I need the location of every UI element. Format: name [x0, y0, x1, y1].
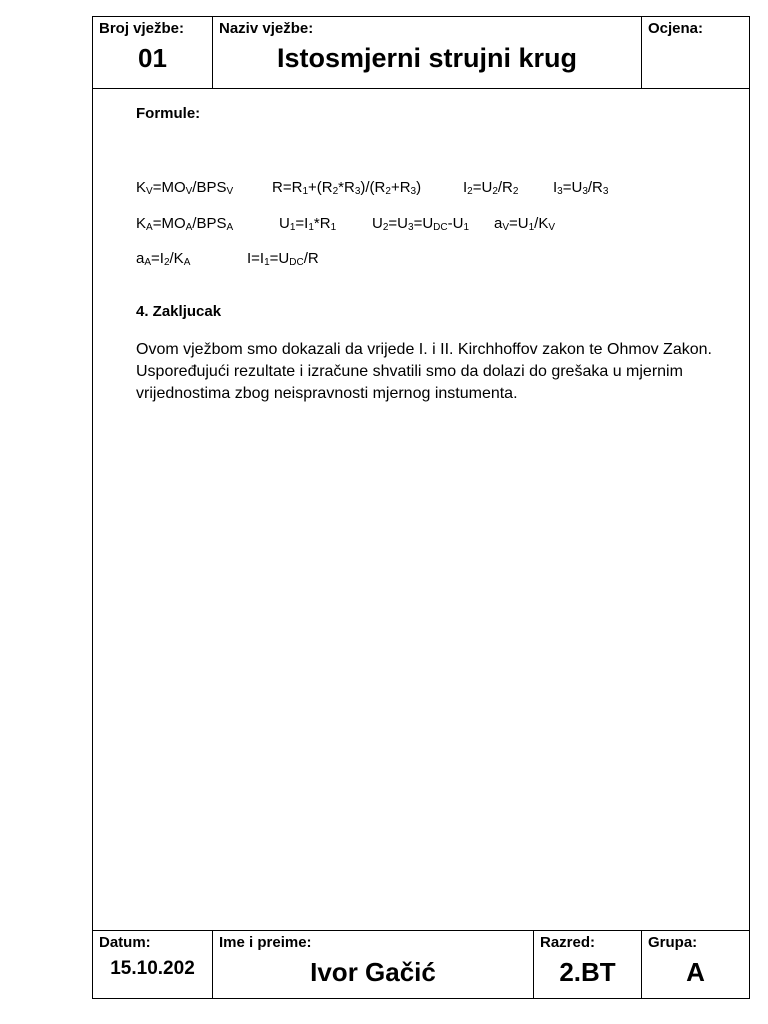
group-cell — [642, 931, 749, 999]
date-value: 15.10.202 — [110, 958, 195, 979]
exercise-number-label: Broj vježbe: — [99, 20, 185, 37]
exercise-number-cell — [93, 17, 213, 88]
exercise-sheet — [92, 16, 750, 999]
zakljucak-heading: 4. Zakljucak — [136, 303, 222, 320]
name-cell — [213, 931, 534, 999]
class-value: 2.BT — [559, 957, 616, 987]
name-label: Ime i preime: — [219, 934, 312, 951]
name-value: Ivor Gačić — [310, 957, 436, 987]
formule-heading: Formule: — [136, 105, 201, 122]
formula-ka: $K_A=MO_A/BPS_A$ — [136, 215, 234, 233]
exercise-title-value: Istosmjerni strujni krug — [276, 43, 578, 73]
grade-label: Ocjena: — [648, 20, 704, 37]
formula-av: $a_V=U_1/K_V$ — [494, 215, 556, 233]
class-label: Razred: — [540, 934, 596, 951]
footer-row — [93, 930, 749, 999]
formula-r: $R=R_1+(R_2*R_3)/(R_2+R_3)$ — [272, 179, 422, 197]
formula-kv: $K_V=MO_V/BPS_V$ — [136, 179, 234, 197]
group-value: A — [686, 957, 705, 987]
exercise-title-label: Naziv vježbe: — [219, 20, 314, 37]
formula-u2: $U_2=U_3=U_{DC}-U_1$ — [372, 215, 469, 233]
exercise-title-cell — [213, 17, 642, 88]
formula-i3: $I_3=U_3/R_3$ — [553, 179, 609, 197]
formula-u1: $U_1=I_1*R_1$ — [279, 215, 337, 233]
formula-aa: $a_A=I_2/K_A$ — [136, 250, 191, 268]
class-cell — [534, 931, 642, 999]
date-label: Datum: — [99, 934, 151, 951]
header-row — [93, 17, 749, 89]
formula-i2: $I_2=U_2/R_2$ — [463, 179, 519, 197]
zakljucak-text: Ovom vježbom smo dokazali da vrijede I. i II. Kirchhoffov zakon te Ohmov Zakon. Uspoređujući rezultate i izračune shvatili smo da dolazi do grešaka u mjernim vrijednostima zbog neispravnosti mjernog instumenta. — [136, 341, 712, 402]
exercise-number-value: 01 — [138, 43, 167, 73]
date-cell — [93, 931, 213, 999]
grade-cell — [642, 17, 749, 88]
formula-i: $I=I_1=U_{DC}/R$ — [247, 250, 319, 268]
group-label: Grupa: — [648, 934, 698, 951]
